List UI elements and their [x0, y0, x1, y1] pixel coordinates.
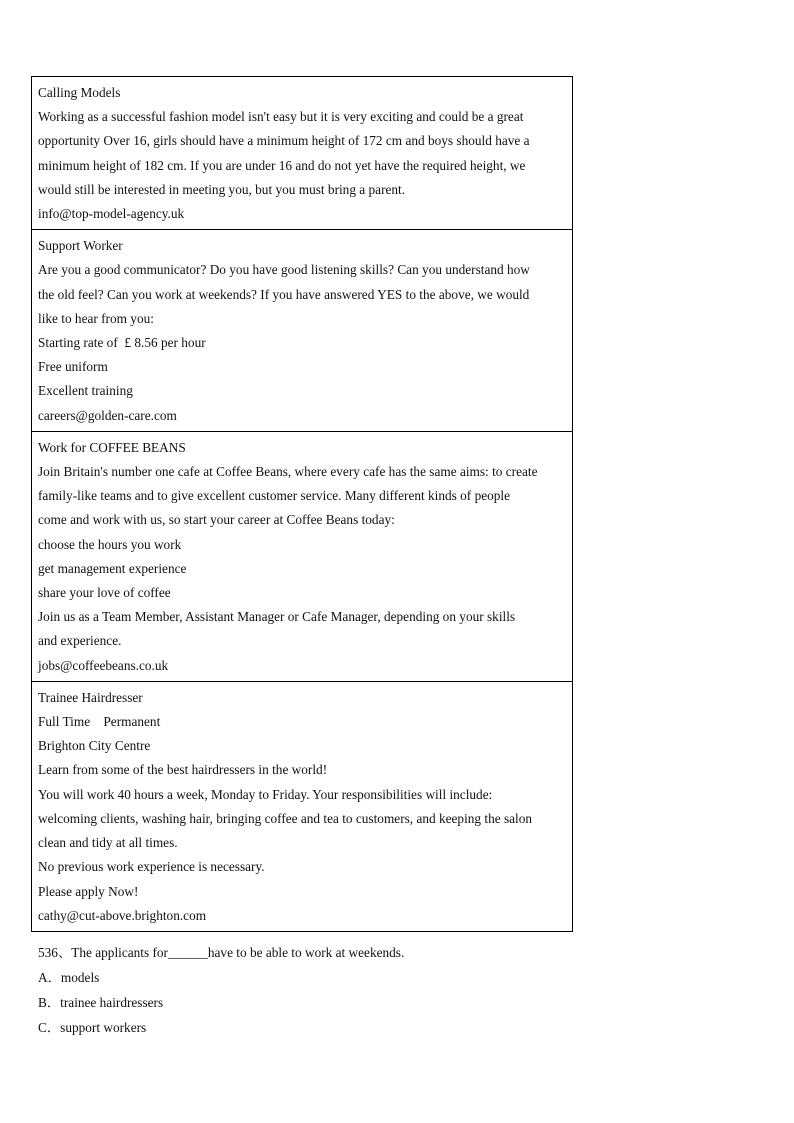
ad-text-line: Learn from some of the best hairdressers in the world!: [38, 762, 328, 778]
ad-calling-models: [32, 77, 572, 229]
ad-text-line: No previous work experience is necessary.: [38, 859, 265, 875]
ad-title: Calling Models: [38, 85, 121, 100]
answer-option-b[interactable]: B．trainee hairdressers: [38, 995, 164, 1010]
ad-text-line: minimum height of 182 cm. If you are under 16 and do not yet have the required height, we: [38, 157, 526, 173]
ad-text-line: Are you a good communicator? Do you have good listening skills? Can you understand how: [38, 262, 530, 278]
ad-text-line: Starting rate of £ 8.56 per hour: [38, 335, 206, 351]
ad-coffee-beans: [32, 431, 572, 681]
ad-text-line: the old feel? Can you work at weekends? If you have answered YES to the above, we would: [38, 286, 530, 302]
ad-text-line: Join us as a Team Member, Assistant Manager or Cafe Manager, depending on your skills: [38, 609, 516, 625]
ad-text-line: Full Time Permanent: [38, 714, 161, 730]
ad-contact-email: info@top-model-agency.uk: [38, 206, 185, 222]
question-536: [38, 940, 738, 1040]
ad-text-line: Brighton City Centre: [38, 738, 151, 754]
answer-option-c[interactable]: C．support workers: [38, 1020, 147, 1035]
ad-text-line: like to hear from you:: [38, 310, 154, 326]
ad-text-line: You will work 40 hours a week, Monday to Friday. Your responsibilities will include:: [38, 786, 493, 802]
ad-text-line: share your love of coffee: [38, 585, 171, 601]
ad-trainee-hairdresser: [32, 681, 572, 931]
ad-text-line: come and work with us, so start your career at Coffee Beans today:: [38, 512, 395, 528]
ad-contact-email: jobs@coffeebeans.co.uk: [38, 657, 169, 673]
ad-contact-email: cathy@cut-above.brighton.com: [38, 907, 207, 923]
ad-text-line: clean and tidy at all times.: [38, 835, 178, 851]
ad-text-line: welcoming clients, washing hair, bringing coffee and tea to customers, and keeping the salon: [38, 810, 533, 826]
ad-text-line: Please apply Now!: [38, 883, 139, 899]
ad-text-line: and experience.: [38, 633, 122, 649]
ad-title: Work for COFFEE BEANS: [38, 439, 186, 455]
ad-title: Support Worker: [38, 238, 123, 254]
ad-text-line: opportunity Over 16, girls should have a minimum height of 172 cm and boys should have a: [38, 133, 530, 149]
ad-title: Trainee Hairdresser: [38, 689, 143, 705]
question-stem: 536、The applicants for______have to be able to work at weekends.: [38, 945, 405, 960]
ad-text-line: Excellent training: [38, 383, 133, 399]
ad-text-line: choose the hours you work: [38, 536, 182, 552]
ad-support-worker: [32, 229, 572, 431]
ad-text-line: Join Britain's number one cafe at Coffee Beans, where every cafe has the same aims: to create: [38, 464, 538, 480]
ad-contact-email: careers@golden-care.com: [38, 407, 177, 423]
job-ads-table: [31, 76, 573, 932]
ad-text-line: get management experience: [38, 560, 187, 576]
ad-text-line: would still be interested in meeting you, but you must bring a parent.: [38, 181, 406, 197]
ad-text-line: Working as a successful fashion model isn't easy but it is very exciting and could be a great: [38, 109, 524, 125]
ad-text-line: Free uniform: [38, 359, 108, 375]
ad-text-line: family-like teams and to give excellent customer service. Many different kinds of people: [38, 488, 511, 504]
answer-option-a[interactable]: A．models: [38, 970, 100, 985]
